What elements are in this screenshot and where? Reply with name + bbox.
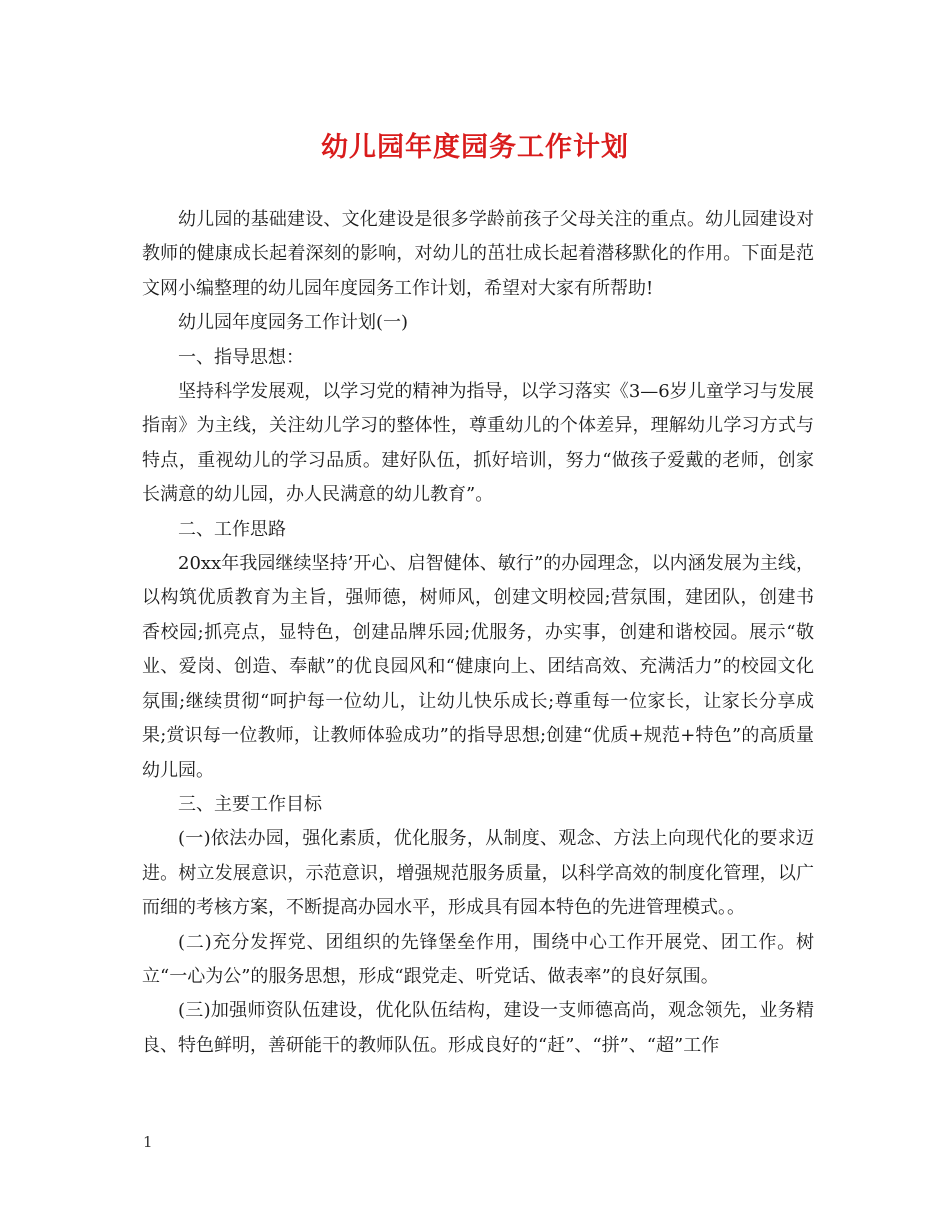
section-heading-work-approach: 二、工作思路: [178, 518, 286, 540]
document-body: [142, 203, 814, 1063]
section-heading-main-goals: 三、主要工作目标: [178, 793, 322, 815]
document-title: 幼儿园年度园务工作计划: [321, 132, 629, 163]
section-heading-guiding-ideology: 一、指导思想：: [178, 346, 304, 368]
paragraph-guiding-ideology: 坚持科学发展观，以学习党的精神为指导，以学习落实《3—6岁儿童学习与发展指南》为主线，关注幼儿学习的整体性，尊重幼儿的个体差异，理解幼儿学习方式与特点，重视幼儿的学习品质。建好队伍，抓好培训，努力“做孩子爱戴的老师，创家长满意的幼儿园，办人民满意的幼儿教育”。: [142, 381, 814, 506]
paragraph-goal-3: (三)加强师资队伍建设，优化队伍结构，建设一支师德高尚，观念领先，业务精良、特色鲜明，善研能干的教师队伍。形成良好的“赶”、“拼”、“超”工作: [142, 1000, 814, 1056]
paragraph-work-approach: 20xx年我园继续坚持’开心、启智健体、敏行”的办园理念，以内涵发展为主线，以构筑优质教育为主旨，强师德，树师风，创建文明校园;营氛围，建团队，创建书香校园;抓亮点，显特色，创建品牌乐园;优服务，办实事，创建和谐校园。展示“敬业、爱岗、创造、奉献”的优良园风和“健康向上、团结高效、充满活力”的校园文化氛围;继续贯彻“呵护每一位幼儿，让幼儿快乐成长;尊重每一位家长，让家长分享成果;赏识每一位教师，让教师体验成功”的指导思想;创建“优质+规范+特色”的高质量幼儿园。: [142, 553, 814, 781]
paragraph-intro: 幼儿园的基础建设、文化建设是很多学龄前孩子父母关注的重点。幼儿园建设对教师的健康成长起着深刻的影响，对幼儿的茁壮成长起着潜移默化的作用。下面是范文网小编整理的幼儿园年度园务工作计划，希望对大家有所帮助!: [142, 209, 814, 299]
paragraph-plan-heading: 幼儿园年度园务工作计划(一): [178, 312, 409, 334]
paragraph-goal-2: (二)充分发挥党、团组织的先锋堡垒作用，围绕中心工作开展党、团工作。树立“一心为公”的服务思想，形成“跟党走、听党话、做表率”的良好氛围。: [142, 931, 814, 987]
paragraph-goal-1: (一)依法办园，强化素质，优化服务，从制度、观念、方法上向现代化的要求迈进。树立发展意识，示范意识，增强规范服务质量，以科学高效的制度化管理，以广而细的考核方案，不断提高办园水平，形成具有园本特色的先进管理模式。。: [142, 828, 814, 919]
page-number: 1: [143, 1133, 153, 1151]
